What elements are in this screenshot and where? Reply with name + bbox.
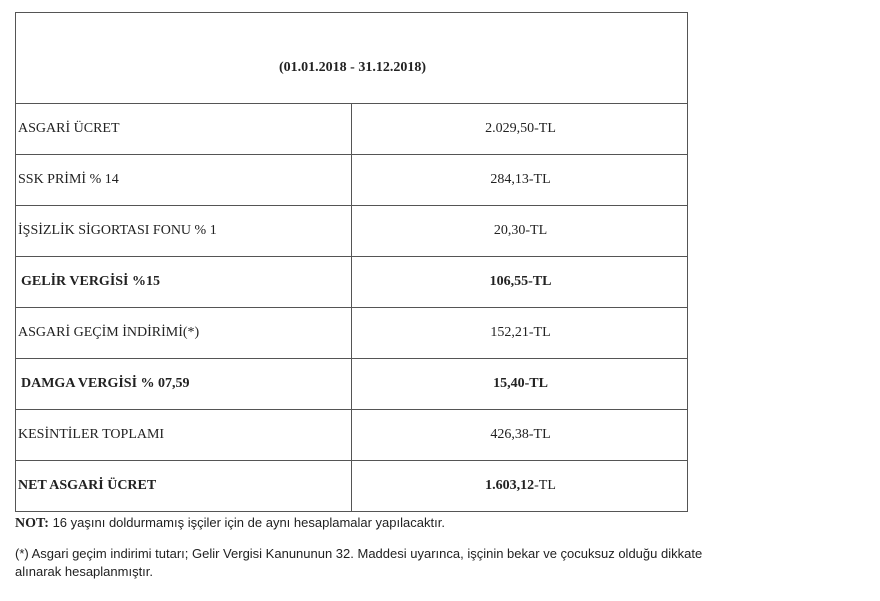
period-heading: (01.01.2018 - 31.12.2018) <box>16 13 688 104</box>
row-value: 15,40-TL <box>352 359 688 410</box>
row-value: 152,21-TL <box>352 308 688 359</box>
table-header-row <box>16 13 688 104</box>
net-wage-amount: 1.603,12 <box>485 478 535 493</box>
net-wage-suffix: -TL <box>534 478 556 493</box>
row-value: 426,38-TL <box>352 410 688 461</box>
table-row <box>16 359 688 410</box>
row-label: KESİNTİLER TOPLAMI <box>16 410 352 461</box>
row-label: GELİR VERGİSİ %15 <box>16 257 352 308</box>
row-label: DAMGA VERGİSİ % 07,59 <box>16 359 352 410</box>
note-text: 16 yaşını doldurmamış işçiler için de aynı hesaplamalar yapılacaktır. <box>48 515 445 530</box>
row-value: 284,13-TL <box>352 155 688 206</box>
notes-section <box>15 514 715 593</box>
table-row <box>16 257 688 308</box>
footnote: (*) Asgari geçim indirimi tutarı; Gelir Vergisi Kanununun 32. Maddesi uyarınca, işçinin bekar ve çocuksuz olduğu dikkate alınarak hesaplanmıştır. <box>15 546 703 579</box>
row-value: 2.029,50-TL <box>352 104 688 155</box>
table-row <box>16 410 688 461</box>
net-wage-value <box>352 461 688 512</box>
net-wage-row <box>16 461 688 512</box>
row-label: SSK PRİMİ % 14 <box>16 155 352 206</box>
table-row <box>16 308 688 359</box>
net-wage-label: NET ASGARİ ÜCRET <box>16 461 352 512</box>
note <box>15 514 715 533</box>
row-value: 20,30-TL <box>352 206 688 257</box>
table-row <box>16 206 688 257</box>
row-label: İŞSİZLİK SİGORTASI FONU % 1 <box>16 206 352 257</box>
row-label: ASGARİ ÜCRET <box>16 104 352 155</box>
row-label: ASGARİ GEÇİM İNDİRİMİ(*) <box>16 308 352 359</box>
minimum-wage-table <box>15 12 688 512</box>
table-row <box>16 155 688 206</box>
table-row <box>16 104 688 155</box>
note-label: NOT: <box>15 516 49 531</box>
row-value: 106,55-TL <box>352 257 688 308</box>
